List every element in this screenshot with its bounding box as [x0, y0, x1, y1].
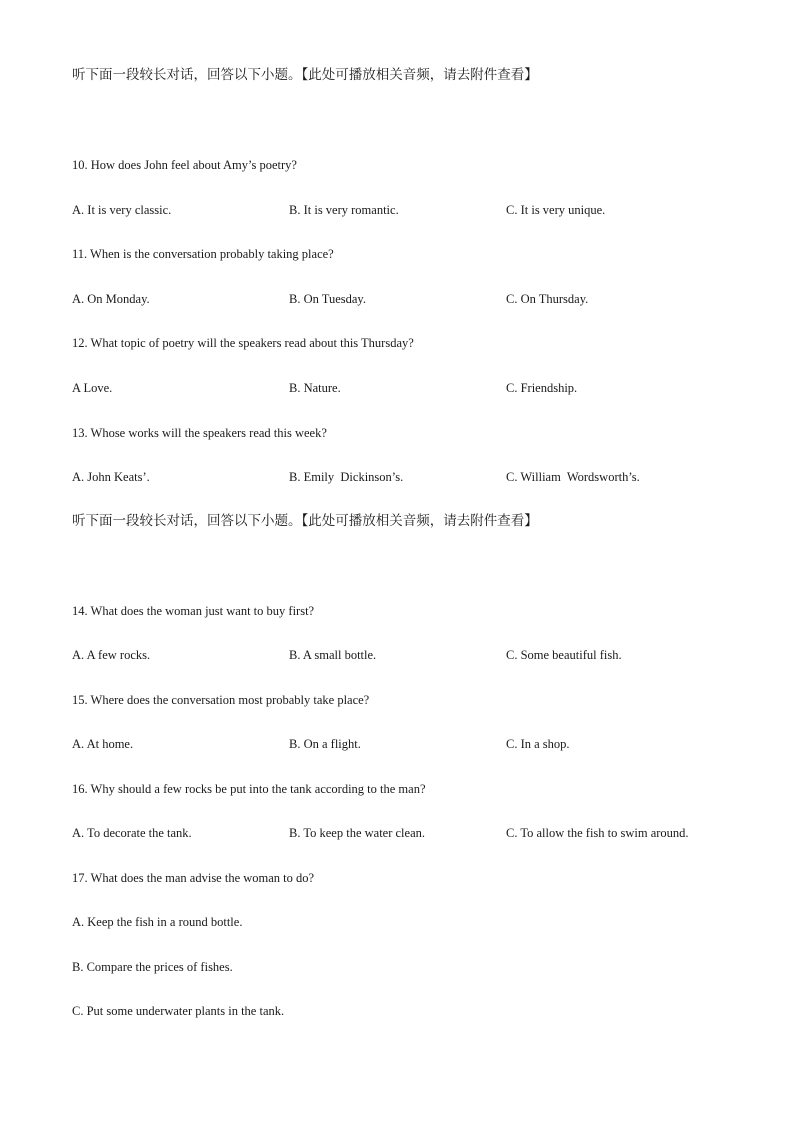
- option-11-b: B. On Tuesday.: [289, 292, 366, 306]
- option-12-a: A Love.: [72, 381, 113, 395]
- question-11: 11. When is the conversation probably taking place?: [72, 247, 334, 261]
- option-10-a: A. It is very classic.: [72, 203, 172, 217]
- option-14-a: A. A few rocks.: [72, 648, 151, 662]
- option-17-a: A. Keep the fish in a round bottle.: [72, 915, 243, 929]
- option-15-c: C. In a shop.: [506, 737, 570, 751]
- question-10: 10. How does John feel about Amy’s poetry?: [72, 158, 297, 172]
- question-15: 15. Where does the conversation most probably take place?: [72, 693, 370, 707]
- option-15-a: A. At home.: [72, 737, 134, 751]
- question-12: 12. What topic of poetry will the speakers read about this Thursday?: [72, 336, 414, 350]
- option-16-c: C. To allow the fish to swim around.: [506, 826, 689, 840]
- option-10-c: C. It is very unique.: [506, 203, 606, 217]
- option-17-b: B. Compare the prices of fishes.: [72, 960, 233, 974]
- question-14: 14. What does the woman just want to buy first?: [72, 604, 315, 618]
- question-16: 16. Why should a few rocks be put into the tank according to the man?: [72, 782, 426, 796]
- option-17-c: C. Put some underwater plants in the tank.: [72, 1004, 285, 1018]
- option-13-a: A. John Keats’.: [72, 470, 150, 484]
- option-15-b: B. On a flight.: [289, 737, 361, 751]
- option-14-b: B. A small bottle.: [289, 648, 377, 662]
- option-16-a: A. To decorate the tank.: [72, 826, 192, 840]
- question-13: 13. Whose works will the speakers read this week?: [72, 426, 327, 440]
- option-13-c: C. William Wordsworth’s.: [506, 470, 640, 484]
- section-intro: 听下面一段较长对话，回答以下小题。【此处可播放相关音频，请去附件查看】: [72, 513, 538, 529]
- question-17: 17. What does the man advise the woman to do?: [72, 871, 315, 885]
- option-11-c: C. On Thursday.: [506, 292, 589, 306]
- section-intro: 听下面一段较长对话，回答以下小题。【此处可播放相关音频，请去附件查看】: [72, 67, 538, 83]
- option-10-b: B. It is very romantic.: [289, 203, 399, 217]
- option-12-b: B. Nature.: [289, 381, 341, 395]
- option-11-a: A. On Monday.: [72, 292, 150, 306]
- option-16-b: B. To keep the water clean.: [289, 826, 425, 840]
- option-13-b: B. Emily Dickinson’s.: [289, 470, 404, 484]
- option-12-c: C. Friendship.: [506, 381, 578, 395]
- option-14-c: C. Some beautiful fish.: [506, 648, 622, 662]
